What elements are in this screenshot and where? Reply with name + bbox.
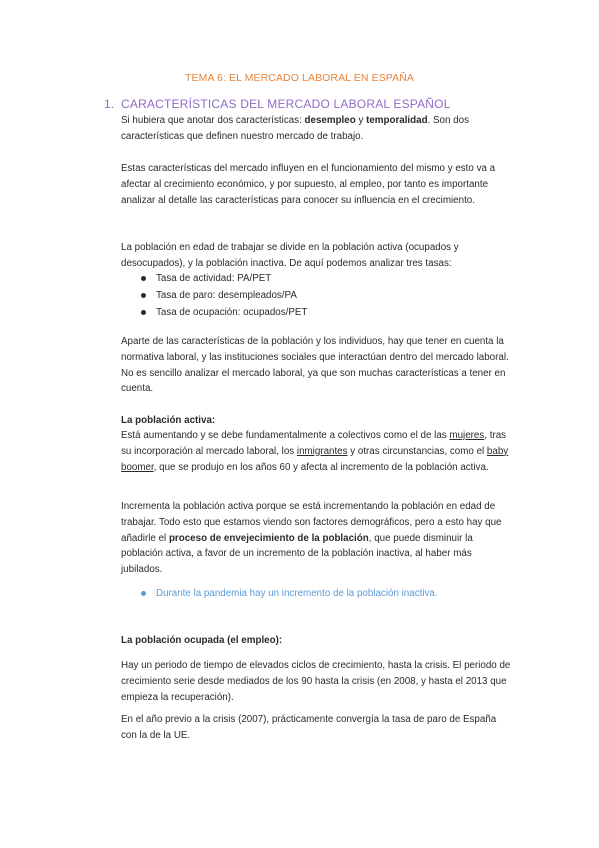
text-run: , que se produjo en los años 60 y afecta al incremento de la población activa. xyxy=(153,461,489,473)
text-run: Si hubiera que anotar dos características: xyxy=(121,115,305,126)
list-item: Tasa de actividad: PA/PET xyxy=(138,270,307,287)
paragraph-crisis: En el año previo a la crisis (2007), prácticamente convergía la tasa de paro de España con la de la UE. xyxy=(121,714,497,741)
pandemia-note: Durante la pandemia hay un incremento de la población inactiva. xyxy=(138,585,438,602)
underlined-inmigrantes: inmigrantes xyxy=(296,445,348,457)
paragraph-normativa: Aparte de las características de la población y los individuos, hay que tener en cuenta la normativa laboral, y las instituciones sociales que interactúan dentro del mercado laboral. No es sencillo analizar el mercado laboral, ya que son muchas características a tener en cuenta. xyxy=(121,336,509,395)
underlined-mujeres: mujeres xyxy=(449,430,485,441)
paragraph-envejecimiento xyxy=(121,499,511,578)
bold-temporalidad: temporalidad xyxy=(366,115,428,126)
text-run: Está aumentando y se debe fundamentalmente a colectivos como el de las xyxy=(121,430,450,441)
subheading-poblacion-ocupada xyxy=(121,633,511,649)
paragraph-intro xyxy=(121,113,511,145)
subheading-text: La población ocupada (el empleo): xyxy=(121,635,283,646)
text-run: y xyxy=(355,115,367,126)
text-run: , que puede disminuir la población activa, a favor de un incremento de la población inactiva, al haber más jubilados. xyxy=(121,532,473,576)
bold-envejecimiento: proceso de envejecimiento de la población xyxy=(168,532,369,544)
note-list xyxy=(138,585,438,602)
rates-list xyxy=(138,270,307,321)
paragraph-population: La población en edad de trabajar se divide en la población activa (ocupados y desocupados), y la población inactiva. De aquí podemos analizar tres tasas: xyxy=(121,242,459,269)
paragraph-influence: Estas características del mercado influyen en el funcionamiento del mismo y esto va a afectar al crecimiento económico, y por supuesto, al empleo, por tanto es importante analizar al detalle las características para conocer su influencia en el crecimiento. xyxy=(121,163,496,206)
bold-desempleo: desempleo xyxy=(304,115,356,126)
text-run: , tras su incorporación al mercado laboral, los xyxy=(121,430,507,457)
text-run: Incrementa la población activa porque se está incrementando la población en edad de trabajar. Todo esto que estamos viendo son factores demográficos, pero a esto hay que añadirle el xyxy=(121,501,502,544)
section-heading-1 xyxy=(104,97,451,111)
heading-number: 1. xyxy=(104,97,115,111)
underlined-baby-boomer: baby boomer xyxy=(121,445,509,473)
heading-text: CARACTERÍSTICAS DEL MERCADO LABORAL ESPAÑOL xyxy=(121,97,451,111)
list-item: Tasa de paro: desempleados/PA xyxy=(138,287,307,304)
subheading-poblacion-activa xyxy=(121,413,511,429)
text-run: y otras circunstancias, como el xyxy=(347,445,487,457)
paragraph-ocupada: Hay un periodo de tiempo de elevados ciclos de crecimiento, hasta la crisis. El periodo de crecimiento serie desde mediados de los 90 hasta la crisis (en 2008, y hasta el 2013 que empieza la recuperación). xyxy=(121,660,511,703)
document-title: TEMA 6: EL MERCADO LABORAL EN ESPAÑA xyxy=(184,72,415,84)
text-run: . Son dos características que definen nuestro mercado de trabajo. xyxy=(121,115,469,142)
paragraph-activa xyxy=(121,428,511,475)
list-item: Tasa de ocupación: ocupados/PET xyxy=(138,304,307,321)
subheading-text: La población activa: xyxy=(121,415,216,426)
